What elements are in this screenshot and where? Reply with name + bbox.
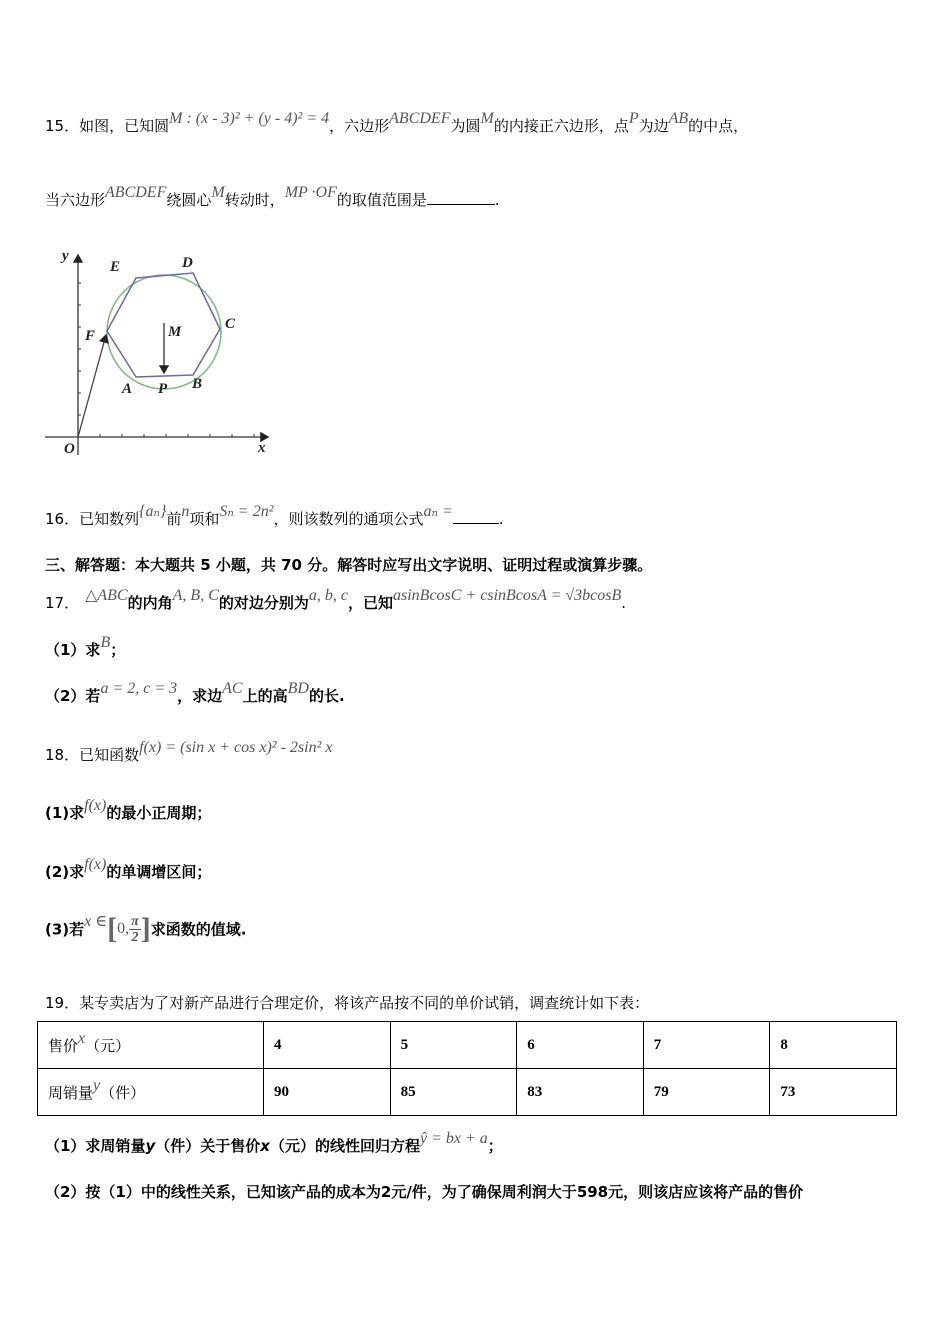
vector-of: [78, 335, 106, 437]
q19-cost: 2: [380, 1183, 392, 1201]
section-3-heading: 三、解答题：本大题共 5 小题，共 70 分。解答时应写出文字说明、证明过程或演算步骤。: [45, 556, 653, 574]
table-cell: 83: [517, 1069, 644, 1116]
table-row-sales: [38, 1069, 897, 1116]
q18-text: 求函数的值域.: [150, 920, 247, 939]
label-f: F: [85, 328, 96, 344]
q18-part1-label: (1)求: [45, 804, 85, 822]
q17-part1: [45, 634, 126, 660]
q17-line: [45, 587, 627, 613]
q18-part2-label: (2)求: [45, 863, 85, 881]
table-header-unit: （元）: [85, 1036, 131, 1055]
q19-profit: 598: [576, 1183, 609, 1201]
sales-table: [37, 1021, 897, 1116]
table-header-var: y: [93, 1076, 101, 1094]
q16-sum: Sₙ = 2n²: [219, 503, 274, 520]
q17-text: ；: [110, 641, 126, 659]
q15-hexagon-2: ABCDEF: [105, 184, 167, 201]
q15-text: 为边: [638, 117, 669, 135]
q17-text: 的内角: [127, 594, 173, 612]
label-d: D: [182, 255, 193, 271]
q15-text: .: [494, 191, 500, 209]
q19-regression-equation: ŷ = bx + a: [419, 1130, 488, 1147]
q17-equation: asinBcosC + csinBcosA = √3bcosB: [393, 587, 622, 604]
table-cell: 7: [643, 1022, 770, 1069]
q16-sequence: {aₙ}: [139, 503, 167, 520]
q18-frac-numerator: π: [131, 913, 139, 929]
q17-text: .: [621, 594, 627, 612]
q16-number: 16．: [45, 510, 80, 528]
axis-ticks: [78, 283, 254, 437]
q15-edge: AB: [668, 110, 689, 127]
q17-text: 的对边分别为: [218, 594, 309, 612]
q19-line: [45, 992, 649, 1013]
q18-part3: [45, 912, 246, 946]
q18-fraction: [129, 914, 141, 945]
q18-function: f(x) = (sin x + cos x)² - 2sin² x: [139, 739, 333, 756]
q19-text: ；: [487, 1137, 503, 1155]
q19-part2: [45, 1181, 803, 1202]
q19-var-y: y: [145, 1137, 156, 1155]
table-header-text: 售价: [48, 1036, 79, 1055]
table-cell: 79: [643, 1069, 770, 1116]
q16-an: aₙ =: [423, 503, 453, 520]
q18-text: 的最小正周期；: [106, 804, 212, 822]
q17-part2: [45, 680, 345, 706]
q18-part1: [45, 797, 212, 823]
q17-part2-condition: a = 2, c = 3: [100, 680, 178, 697]
q15-dot-product: MP ·OF: [284, 184, 337, 201]
hexagon-figure: [40, 245, 280, 460]
q17-part1-label: （1）求: [45, 641, 101, 659]
q19-text: （元）的线性回归方程: [269, 1137, 420, 1155]
q17-number: 17．: [45, 594, 80, 612]
q15-text: 的中点，: [688, 117, 749, 135]
q17-text: ，求边: [177, 687, 223, 705]
q18-frac-denominator: 2: [131, 929, 139, 945]
q17-text: ，已知: [347, 594, 393, 612]
q16-answer-blank[interactable]: [453, 523, 499, 524]
q18-right-bracket: ]: [140, 912, 151, 945]
q17-part2-label: （2）若: [45, 687, 101, 705]
label-p: P: [158, 381, 168, 397]
q18-part2-f: f(x): [84, 856, 107, 873]
q16-line: [45, 503, 504, 529]
label-c: C: [225, 316, 236, 332]
q18-line: [45, 739, 333, 765]
table-cell: 90: [264, 1069, 391, 1116]
q19-part1: [45, 1130, 503, 1156]
q15-number: 15．: [45, 117, 80, 135]
q16-text: 已知数列: [79, 510, 140, 528]
q15-hexagon: ABCDEF: [389, 110, 451, 127]
q15-point: P: [628, 110, 639, 127]
q15-circle-equation: M : (x - 3)² + (y - 4)² = 4: [169, 110, 330, 127]
q16-text: 项和: [189, 510, 220, 528]
q15-text: 为圆: [450, 117, 481, 135]
q19-var-x: x: [260, 1137, 270, 1155]
q15-text: 如图，已知圆: [79, 117, 170, 135]
label-x: x: [258, 440, 266, 456]
table-header-var: x: [78, 1029, 86, 1047]
q15-answer-blank[interactable]: [427, 204, 495, 205]
q17-height-bd: BD: [287, 680, 309, 697]
q17-text: 的长.: [308, 687, 345, 705]
q18-left-bracket: [: [107, 912, 118, 945]
q16-text: .: [498, 510, 504, 528]
q17-angles: A, B, C: [172, 587, 219, 604]
q17-text: 上的高: [242, 687, 288, 705]
q18-part3-x: x ∈: [84, 913, 108, 930]
q15-text: 的取值范围是: [336, 191, 427, 209]
q18-part2: [45, 856, 212, 882]
q18-text: 的单调增区间；: [106, 863, 212, 881]
q15-text: 的内接正六边形，点: [493, 117, 629, 135]
q15-line2: [45, 184, 500, 210]
q18-part3-label: (3)若: [45, 920, 85, 939]
table-cell: 8: [770, 1022, 897, 1069]
q19-text: （件）关于售价: [155, 1137, 261, 1155]
table-header-sales: [38, 1069, 264, 1116]
q19-text: 元/件，为了确保周利润大于: [391, 1183, 577, 1201]
q19-text: 元，则该店应该将产品的售价: [608, 1183, 804, 1201]
q15-text: ，六边形: [329, 117, 390, 135]
table-cell: 85: [390, 1069, 517, 1116]
table-cell: 5: [390, 1022, 517, 1069]
table-header-unit: （件）: [100, 1083, 146, 1102]
axes: [45, 255, 268, 455]
q19-text: （2）按（1）中的线性关系，已知该产品的成本为: [45, 1183, 381, 1201]
table-header-text: 周销量: [48, 1083, 94, 1102]
q16-n: n: [181, 503, 190, 520]
table-cell: 4: [264, 1022, 391, 1069]
q15-line1: [45, 110, 749, 136]
q17-sides: a, b, c: [308, 587, 348, 604]
label-a: A: [122, 381, 133, 397]
q16-text: ，则该数列的通项公式: [273, 510, 424, 528]
q17-part1-var: B: [100, 634, 111, 651]
q15-circle-name: M: [480, 110, 494, 127]
q18-part1-f: f(x): [84, 797, 107, 814]
q15-center: M: [211, 184, 225, 201]
table-row-price: [38, 1022, 897, 1069]
q17-side-ac: AC: [222, 680, 243, 697]
table-cell: 73: [770, 1069, 897, 1116]
q15-text: 转动时，: [224, 191, 285, 209]
label-m: M: [168, 324, 182, 340]
q15-text: 绕圆心: [166, 191, 212, 209]
label-y: y: [62, 248, 69, 264]
q19-number: 19．: [45, 994, 80, 1012]
table-header-price: [38, 1022, 264, 1069]
q18-text: 已知函数: [79, 746, 140, 764]
q18-number: 18．: [45, 746, 80, 764]
q18-zero: 0,: [117, 920, 130, 937]
q19-text: 某专卖店为了对新产品进行合理定价，将该产品按不同的单价试销，调查统计如下表：: [79, 994, 650, 1012]
q17-triangle: △ABC: [85, 587, 128, 604]
label-b: B: [192, 376, 203, 392]
q15-text: 当六边形: [45, 191, 106, 209]
q19-text: （1）求周销量: [45, 1137, 146, 1155]
label-e: E: [110, 259, 121, 275]
label-origin: O: [64, 441, 75, 457]
table-cell: 6: [517, 1022, 644, 1069]
q16-text: 前: [166, 510, 182, 528]
